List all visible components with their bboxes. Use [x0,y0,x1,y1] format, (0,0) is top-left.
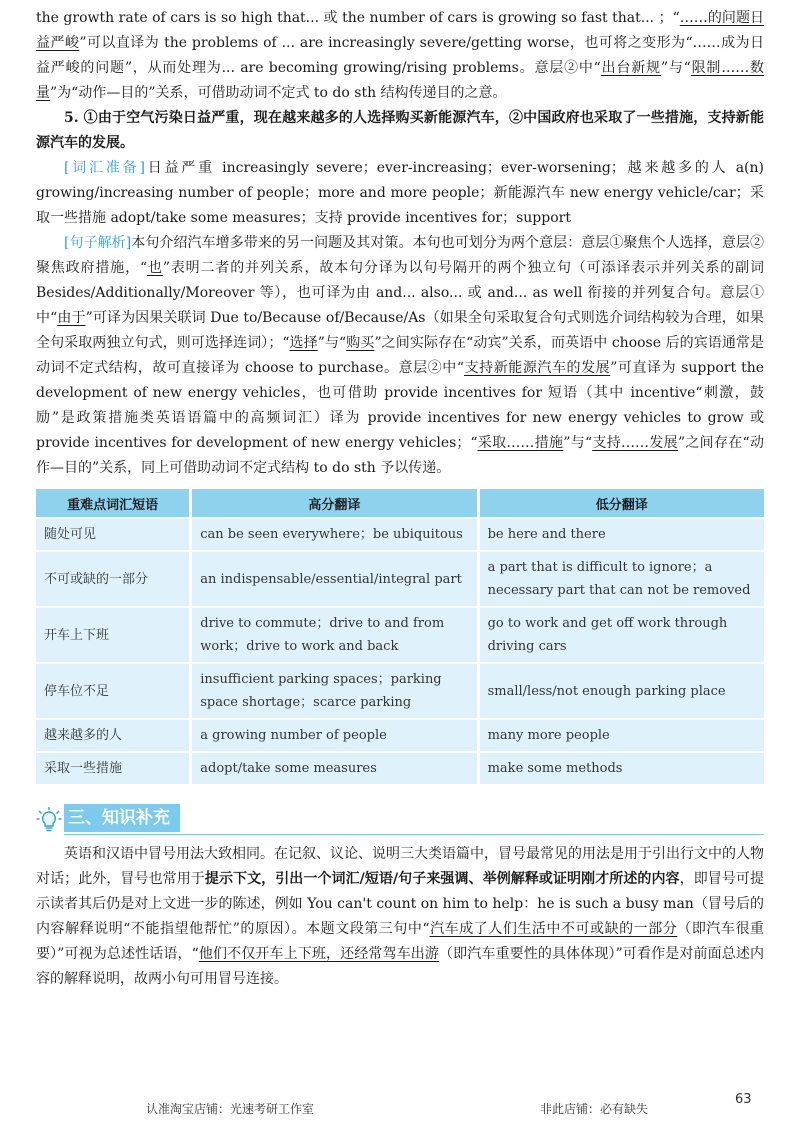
header-high-score: 高分翻译 [189,489,476,517]
cell-low: go to work and get off work through driving cars [477,608,764,662]
cell-phrase: 越来越多的人 [36,720,189,751]
text: ”可以直译为 the problems of ... are increasingly severe/getting worse，也可将之变形为“……成为日益严峻的问题”，从而处理为... are becoming growing/rising problems。意层②中“ [36,35,764,76]
section-header [36,804,764,836]
text: ”可译为因果关联词 Due to/Because of/Because/As（如果全句采取复合句式则选介词结构较为合理，如果全句采取两独立句式，则可选择连词）；“ [36,310,764,351]
footer-warning: 非此店铺：必有缺失 [540,1102,649,1116]
header-key-phrase: 重难点词汇短语 [36,489,189,517]
underlined-term: 限制……数量 [36,60,765,101]
cell-phrase: 开车上下班 [36,608,189,662]
text: ”与“ [563,435,593,451]
cell-low: be here and there [477,519,764,550]
section-title: 三、知识补充 [64,804,180,832]
cell-phrase: 停车位不足 [36,664,189,718]
cell-low: many more people [477,720,764,751]
cell-high: insufficient parking spaces；parking space shortage；scarce parking [189,664,476,718]
analysis-label: [句子解析] [64,235,132,251]
cell-high: an indispensable/essential/integral part [189,552,476,606]
text: （即汽车重要性的具体体现）”可看作是对前面总述内容的解释说明，故两小句可用冒号连接。 [36,946,764,987]
cell-phrase: 随处可见 [36,519,189,550]
text: 英语和汉语中冒号用法大致相同。在记叙、议论、说明三大类语篇中，冒号最常见的用法是用于引出行文中的人物对话；此外，冒号也常用于 [36,846,764,887]
table-row [36,519,764,550]
lightbulb-icon [36,806,62,832]
text: ，即冒号可提示读者其后仍是对上文进一步的陈述，例如 You can't count on him to help：he is such a busy man（冒号后的内容解释说明“不能指望他帮忙”的原因）。本题文段第三句中“ [36,871,765,937]
text: the growth rate of cars is so high that... 或 the number of cars is growing so fast that... ；“ [36,10,680,26]
table-header-row [36,489,764,517]
paragraph-continuation [36,6,764,106]
table-row [36,720,764,751]
footer-shop-notice: 认准淘宝店铺：光速考研工作室 [146,1102,315,1116]
vocab-label: [词汇准备] [64,160,145,176]
table-row [36,552,764,606]
cell-high: a growing number of people [189,720,476,751]
cell-high: can be seen everywhere；be ubiquitous [189,519,476,550]
underlined-term: 也 [147,260,163,276]
cell-low: small/less/not enough parking place [477,664,764,718]
text: ”与“ [317,335,347,351]
underlined-term: 采取……措施 [477,435,564,451]
cell-high: drive to commute；drive to and from work；drive to work and back [189,608,476,662]
cell-phrase: 不可或缺的一部分 [36,552,189,606]
header-low-score: 低分翻译 [477,489,764,517]
vocab-text: 日益严重 increasingly severe；ever-increasing；ever-worsening；越来越多的人 a(n) growing/increasing number of people；more and more people；新能源汽车 new energy vehicle/car；采取一些措施 adopt/take some measures；支持 provide incentives for；support [36,160,764,226]
underlined-term: 选择 [289,335,318,351]
text: ”之间实际存在“动宾”关系，而英语中 choose 后的宾语通常是动词不定式结构，故可直接译为 choose to purchase。意层②中“ [36,335,765,376]
cell-high: adopt/take some measures [189,753,476,784]
underlined-term: 由于 [57,310,86,326]
knowledge-supplement [36,842,764,992]
underlined-term: 出台新规 [600,60,661,76]
table-row [36,664,764,718]
cell-phrase: 采取一些措施 [36,753,189,784]
underlined-term: ……的问题日益严峻 [36,10,765,51]
text: ”表明二者的并列关系，故本句分译为以句号隔开的两个独立句（可添译表示并列关系的副词 Besides/Additionally/Moreover 等），也可译为由 and... also... 或 and... as well 衔接的并列复合句。意层①中“ [36,260,765,326]
text: ”之间存在“动作—目的”关系，同上可借助动词不定式结构 to do sth 予以传递。 [36,435,764,476]
text: ”为“动作—目的”关系，可借助动词不定式 to do sth 结构传递目的之意。 [50,85,507,101]
bold-text: 提示下文，引出一个词汇/短语/句子来强调、举例解释或证明刚才所述的内容 [204,871,680,887]
sentence-analysis [36,231,764,481]
table-row [36,608,764,662]
underlined-term: 汽车成了人们生活中不可或缺的一部分 [429,921,678,937]
page-content [36,6,764,992]
section-divider [64,834,764,835]
underlined-term: 他们不仅开车上下班，还经常驾车出游 [198,946,440,962]
underlined-term: 购买 [346,335,375,351]
vocab-prep [36,156,764,231]
underlined-term: 支持新能源汽车的发展 [464,360,611,376]
text: ”可直译为 support the development of new energy vehicles，也可借助 provide incentives for 短语（其中 incentive“刺激，鼓励”是政策措施类英语语篇中的高频词汇）译为 provide incentives for new energy vehicles to grow 或 provide incentives for development of new energy vehicles；“ [36,360,765,451]
text: （即汽车很重要）”可视为总述性话语，“ [36,921,764,962]
text: ”与“ [660,60,691,76]
underlined-term: 支持……发展 [592,435,678,451]
vocab-table [36,487,764,786]
table-row [36,753,764,784]
cell-low: make some methods [477,753,764,784]
cell-low: a part that is difficult to ignore；a necessary part that can not be removed [477,552,764,606]
text: 本句介绍汽车增多带来的另一问题及其对策。本句也可划分为两个意层：意层①聚焦个人选择，意层②聚焦政府措施，“ [36,235,764,276]
question-5: 5. ①由于空气污染日益严重，现在越来越多的人选择购买新能源汽车，②中国政府也采取了一些措施，支持新能源汽车的发展。 [36,110,764,151]
page-number: 63 [735,1092,752,1107]
